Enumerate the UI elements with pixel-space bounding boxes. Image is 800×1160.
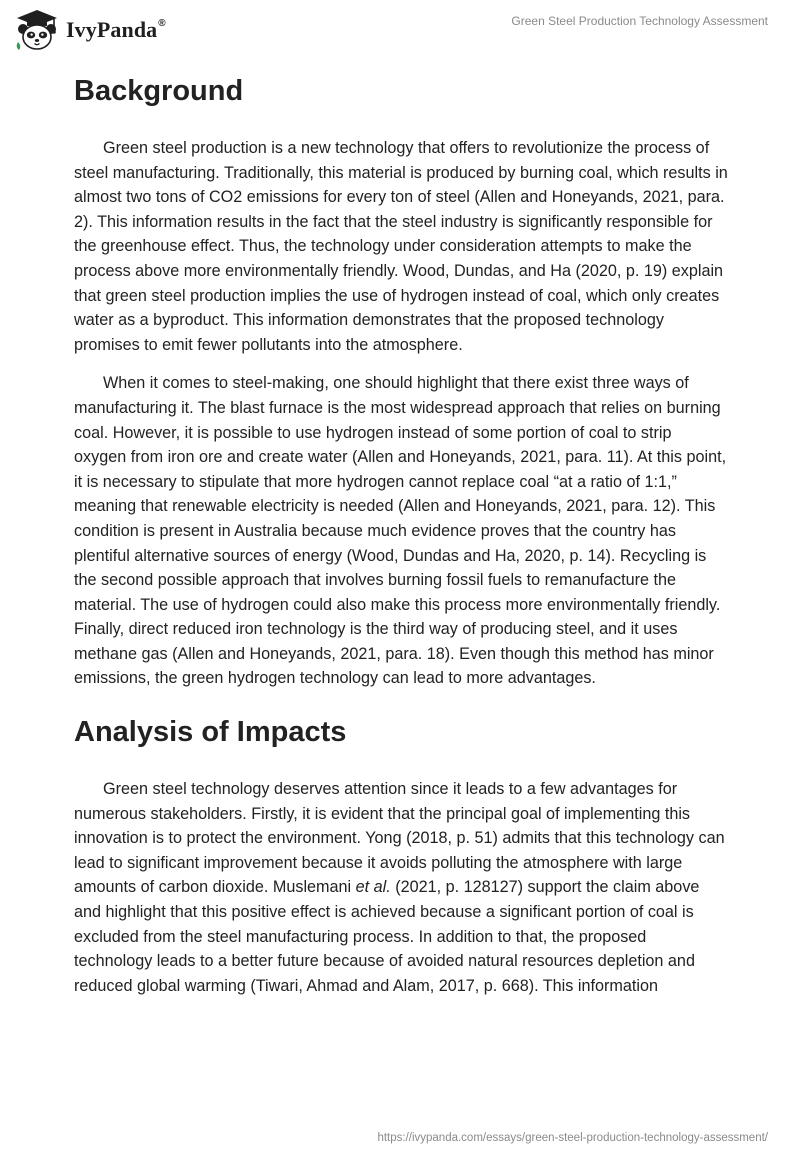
background-paragraph-1: Green steel production is a new technology that offers to revolutionize the process of steel manufacturing. Traditionally, this material is produced by burning coal, which results in almost two tons of CO2 emissions for every ton of steel (Allen and Honeyands, 2021, para. 2). This information results in the fact that the steel industry is significantly responsible for the greenhouse effect. Thus, the technology under consideration attempts to make the process above more environmentally friendly. Wood, Dundas, and Ha (2020, p. 19) explain that green steel production implies the use of hydrogen instead of coal, which only creates water as a byproduct. This information demonstrates that the proposed technology promises to emit fewer pollutants into the atmosphere. xyxy=(74,139,728,354)
panda-graduate-icon xyxy=(14,9,60,51)
document-title: Green Steel Production Technology Assessment xyxy=(511,14,768,28)
essay-content xyxy=(74,70,728,1012)
source-url[interactable]: https://ivypanda.com/essays/green-steel-production-technology-assessment/ xyxy=(377,1132,768,1144)
section-heading-analysis-of-impacts: Analysis of Impacts xyxy=(74,716,347,749)
brand-name xyxy=(66,17,166,43)
background-paragraph-2: When it comes to steel-making, one should highlight that there exist three ways of manufacturing it. The blast furnace is the most widespread approach that relies on burning coal. However, it is possible to use hydrogen instead of some portion of coal to strip oxygen from iron ore and create water (Allen and Honeyands, 2021, para. 11). At this point, it is necessary to stipulate that more hydrogen cannot replace coal “at a ratio of 1:1,” meaning that renewable electricity is needed (Allen and Honeyands, 2021, para. 12). This condition is present in Australia because much evidence proves that the country has plentiful alternative sources of energy (Wood, Dundas and Ha, 2020, p. 14). Recycling is the second possible approach that involves burning fossil fuels to remanufacture the material. The use of hydrogen could also make this process more environmentally friendly. Finally, direct reduced iron technology is the third way of producing steel, and it uses methane gas (Allen and Honeyands, 2021, para. 18). Even though this method has minor emissions, the green hydrogen technology can lead to more advantages. xyxy=(74,374,727,688)
analysis-paragraph-1-part-1: Green steel technology deserves attention since it leads to a few advantages for numerous stakeholders. Firstly, it is evident that the principal goal of implementing this innovation is to protect the environment. Yong (2018, p. 51) admits that this technology can lead to significant improvement because it avoids polluting the atmosphere with large amounts of carbon dioxide. Muslemani xyxy=(74,780,725,897)
brand-logo[interactable] xyxy=(14,9,166,51)
brand-name-text: IvyPanda xyxy=(66,17,158,42)
analysis-paragraph-1 xyxy=(74,777,728,998)
section-heading-background: Background xyxy=(74,75,244,107)
analysis-paragraph-1-part-2: (2021, p. 128127) support the claim above and highlight that this positive effect is achieved because a significant portion of coal is excluded from the steel manufacturing process. In addition to that, the proposed technology leads to a better future because of avoided natural resources depletion and reduced global warming (Tiwari, Ahmad and Alam, 2017, p. 668). This information xyxy=(74,878,700,995)
registered-mark: ® xyxy=(158,18,166,29)
page-header xyxy=(0,0,800,60)
analysis-paragraph-1-italic: et al. xyxy=(355,878,391,897)
